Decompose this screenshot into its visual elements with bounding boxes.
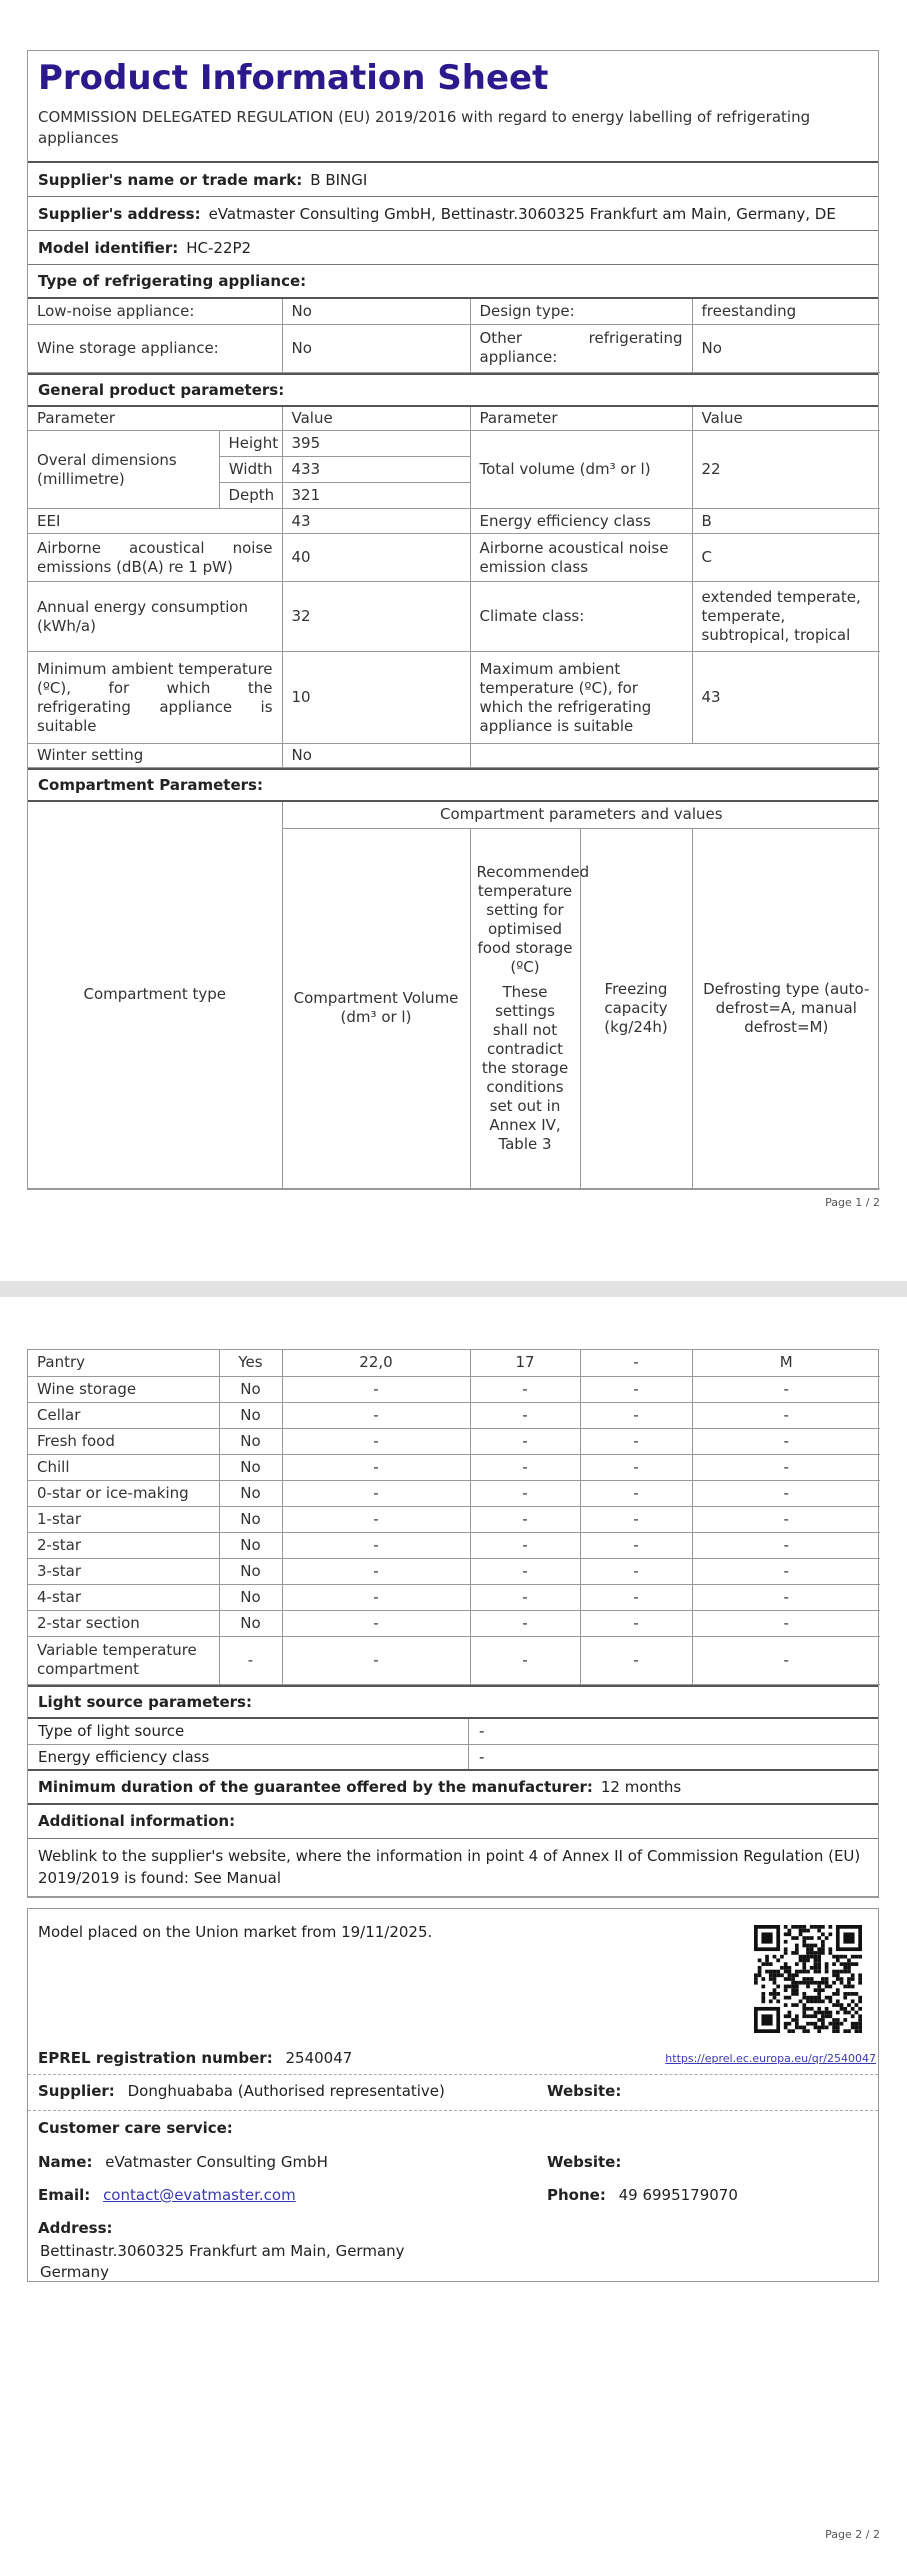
recommended-temp-note: These settings shall not contradict the storage conditions set out in Annex IV, Table 3 [481,982,569,1153]
compartment-temp-cell: - [470,1506,580,1532]
max-temp-label: Maximum ambient temperature (ºC), for which the refrigerating appliance is suitable [470,652,692,744]
table-row [28,299,880,324]
compartment-volume-cell: - [282,1636,470,1684]
compartment-volume-cell: - [282,1454,470,1480]
page-number: Page 1 / 2 [825,1196,880,1209]
additional-heading: Additional information: [38,1812,236,1830]
param-header: Parameter [28,407,282,431]
compartment-present-cell: No [219,1610,282,1636]
compartment-present-cell: - [219,1636,282,1684]
eprel-link[interactable]: https://eprel.ec.europa.eu/qr/2540047 [665,2052,876,2065]
annual-consumption-value: 32 [282,582,470,652]
guarantee-value: 12 months [600,1777,682,1796]
design-type-value: freestanding [692,299,880,324]
compartment-name-cell: 1-star [28,1506,219,1532]
compartment-present-cell: No [219,1402,282,1428]
appliance-type-table [28,299,880,373]
compartment-name-cell: 4-star [28,1584,219,1610]
table-row [28,1584,880,1610]
table-row [28,1454,880,1480]
noise-value: 40 [282,534,470,582]
compartment-heading: Compartment Parameters: [38,776,263,794]
compartment-defrost-cell: - [692,1376,880,1402]
light-type-row [28,1719,878,1745]
phone-label: Phone: [547,2186,606,2204]
page-number: Page 2 / 2 [825,2528,880,2541]
regulation-text: COMMISSION DELEGATED REGULATION (EU) 2019/2016 with regard to energy labelling of refrigerating appliances [38,108,811,147]
wine-storage-label: Wine storage appliance: [28,324,282,372]
climate-class-label: Climate class: [470,582,692,652]
compartment-volume-cell: - [282,1506,470,1532]
table-row [28,1350,880,1376]
website-label: Website: [547,2082,622,2100]
general-heading: General product parameters: [38,380,285,399]
compartment-present-cell: No [219,1376,282,1402]
other-appliance-label: Other refrigerating appliance: [470,324,692,372]
weblink-row [28,1839,878,1897]
param-header: Parameter [470,407,692,431]
name-value: eVatmaster Consulting GmbH [105,2153,328,2171]
total-volume-value: 22 [692,431,880,509]
supplier-address-row [28,197,878,231]
compartment-volume-cell: - [282,1558,470,1584]
compartment-defrost-cell: - [692,1428,880,1454]
light-heading: Light source parameters: [38,1692,252,1711]
compartment-name-cell: Fresh food [28,1428,219,1454]
eprel-card [27,1908,879,2282]
compartment-temp-cell: - [470,1454,580,1480]
compartment-volume-cell: - [282,1480,470,1506]
noise-class-label: Airborne acoustical noise emission class [470,534,692,582]
depth-value: 321 [282,483,470,509]
placed-on-market-text: Model placed on the Union market from 19/11/2025. [38,1923,433,1941]
energy-class-value: B [692,509,880,534]
low-noise-value: No [282,299,470,324]
table-row [28,802,880,828]
depth-label: Depth [219,483,282,509]
supplier-name-label: Supplier's name or trade mark: [38,170,303,189]
title-block [28,51,878,163]
compartment-name-cell: Wine storage [28,1376,219,1402]
address-line: Bettinastr.3060325 Frankfurt am Main, Germany [40,2242,405,2260]
compartment-defrost-cell: - [692,1532,880,1558]
table-row [28,582,880,652]
email-link[interactable]: contact@evatmaster.com [103,2186,296,2204]
qr-code-icon[interactable] [754,1925,862,2033]
min-temp-label: Minimum ambient temperature (ºC), for which the refrigerating appliance is suitable [28,652,282,744]
email-label: Email: [38,2186,91,2204]
noise-class-value: C [692,534,880,582]
model-value: HC-22P2 [186,238,252,257]
compartment-freezing-cell: - [580,1532,692,1558]
light-class-label: Energy efficiency class [28,1745,469,1769]
compartment-temp-cell: - [470,1402,580,1428]
table-row [28,431,880,457]
compartment-freezing-cell: - [580,1454,692,1480]
light-type-label: Type of light source [28,1719,469,1744]
winter-setting-label: Winter setting [28,744,282,768]
light-heading-row [28,1685,878,1719]
compartment-volume-header: Compartment Volume (dm³ or l) [282,828,470,1188]
weblink-value: See Manual [193,1868,282,1887]
compartment-freezing-cell: - [580,1350,692,1376]
noise-label: Airborne acoustical noise emissions (dB(A) re 1 pW) [28,534,282,582]
page-one [27,50,879,1190]
compartment-name-cell: 2-star [28,1532,219,1558]
table-row [28,509,880,534]
freezing-capacity-header: Freezing capacity (kg/24h) [580,828,692,1188]
height-label: Height [219,431,282,457]
compartment-rows [28,1350,880,1684]
value-header: Value [692,407,880,431]
height-value: 395 [282,431,470,457]
eei-value: 43 [282,509,470,534]
compartment-freezing-cell: - [580,1376,692,1402]
dimensions-label: Overal dimensions (millimetre) [28,431,219,509]
defrost-type-header: Defrosting type (auto-defrost=A, manual defrost=M) [692,828,880,1188]
table-row [28,1532,880,1558]
website2-label: Website: [547,2153,622,2171]
compartment-defrost-cell: - [692,1454,880,1480]
light-class-value: - [478,1747,485,1766]
compartment-temp-cell: - [470,1610,580,1636]
general-parameters-table [28,407,880,769]
address-line: Germany [40,2263,109,2281]
compartment-present-cell: No [219,1480,282,1506]
compartment-freezing-cell: - [580,1506,692,1532]
compartment-volume-cell: 22,0 [282,1350,470,1376]
compartment-temp-cell: - [470,1558,580,1584]
compartment-name-cell: Chill [28,1454,219,1480]
table-row [28,1610,880,1636]
max-temp-value: 43 [692,652,880,744]
compartment-defrost-cell: M [692,1350,880,1376]
compartment-freezing-cell: - [580,1402,692,1428]
table-row [28,1428,880,1454]
supplier-address-value: eVatmaster Consulting GmbH, Bettinastr.3060325 Frankfurt am Main, Germany, DE [208,204,836,223]
min-temp-value: 10 [282,652,470,744]
model-label: Model identifier: [38,238,179,257]
total-volume-label: Total volume (dm³ or l) [470,431,692,509]
low-noise-label: Low-noise appliance: [28,299,282,324]
address-block [40,2241,405,2283]
table-row [28,324,880,372]
compartment-temp-cell: 17 [470,1350,580,1376]
compartment-present-cell: No [219,1532,282,1558]
recommended-temp-text: Recommended temperature setting for optimised food storage (ºC) [476,862,590,976]
value-header: Value [282,407,470,431]
compartment-defrost-cell: - [692,1636,880,1684]
guarantee-label: Minimum duration of the guarantee offered by the manufacturer: [38,1777,593,1796]
compartment-present-cell: Yes [219,1350,282,1376]
compartment-temp-cell: - [470,1584,580,1610]
wine-storage-value: No [282,324,470,372]
compartment-temp-cell: - [470,1480,580,1506]
compartment-freezing-cell: - [580,1428,692,1454]
email-block [38,2186,296,2204]
table-row [28,1506,880,1532]
eprel-reg-label: EPREL registration number: [38,2049,273,2067]
compartment-name-cell: Variable temperature compartment [28,1636,219,1684]
eprel-header [28,1909,878,2075]
width-value: 433 [282,457,470,483]
compartment-freezing-cell: - [580,1558,692,1584]
page-title: Product Information Sheet [38,58,549,98]
compartment-volume-cell: - [282,1610,470,1636]
light-class-row [28,1745,878,1771]
compartment-temp-cell: - [470,1636,580,1684]
compartment-freezing-cell: - [580,1584,692,1610]
compartment-header-table [28,802,880,1189]
compartment-heading-row [28,768,878,802]
compartment-volume-cell: - [282,1402,470,1428]
customer-care-block [28,2111,878,2281]
table-row [28,1480,880,1506]
phone-block [547,2186,738,2204]
eprel-reg-value: 2540047 [285,2049,353,2067]
additional-heading-row [28,1805,878,1839]
compartment-values-table [28,1350,880,1685]
phone-value: 49 6995179070 [618,2186,738,2204]
compartment-temp-cell: - [470,1376,580,1402]
table-row [28,1402,880,1428]
supplier-name-value: B BINGI [310,170,368,189]
table-row [28,1376,880,1402]
recommended-temp-header [470,828,590,1188]
design-type-label: Design type: [470,299,692,324]
compartment-freezing-cell: - [580,1480,692,1506]
compartment-present-cell: No [219,1506,282,1532]
compartment-defrost-cell: - [692,1506,880,1532]
supplier-block [38,2082,445,2100]
compartment-present-cell: No [219,1428,282,1454]
compartment-freezing-cell: - [580,1636,692,1684]
compartment-defrost-cell: - [692,1584,880,1610]
compartment-volume-cell: - [282,1532,470,1558]
compartment-name-cell: Pantry [28,1350,219,1376]
supplier-label: Supplier: [38,2082,115,2100]
compartment-temp-cell: - [470,1532,580,1558]
compartment-type-header: Compartment type [28,802,282,1188]
compartment-name-cell: Cellar [28,1402,219,1428]
name-label: Name: [38,2153,93,2171]
empty-cell [470,744,880,768]
table-row [28,744,880,768]
customer-care-heading: Customer care service: [38,2119,233,2137]
compartment-present-cell: No [219,1584,282,1610]
energy-class-label: Energy efficiency class [470,509,692,534]
supplier-name-row [28,163,878,197]
compartment-group-header: Compartment parameters and values [282,802,880,828]
supplier-address-label: Supplier's address: [38,204,201,223]
compartment-defrost-cell: - [692,1402,880,1428]
guarantee-row [28,1771,878,1805]
climate-class-value: extended temperate, temperate, subtropical, tropical [692,582,880,652]
other-appliance-value: No [692,324,880,372]
table-row [28,652,880,744]
eprel-reg-row [38,2049,352,2067]
page-two [27,1349,879,1898]
name-block [38,2153,328,2171]
model-row [28,231,878,265]
type-heading: Type of refrigerating appliance: [38,272,307,290]
compartment-volume-cell: - [282,1584,470,1610]
width-label: Width [219,457,282,483]
page-divider [0,1281,907,1297]
supplier-value: Donghuababa (Authorised representative) [127,2082,445,2100]
type-heading-row [28,265,878,299]
compartment-freezing-cell: - [580,1610,692,1636]
compartment-volume-cell: - [282,1428,470,1454]
light-type-value: - [478,1722,485,1740]
compartment-name-cell: 2-star section [28,1610,219,1636]
address-label: Address: [38,2219,113,2237]
compartment-defrost-cell: - [692,1480,880,1506]
general-heading-row [28,373,878,407]
annual-consumption-label: Annual energy consumption (kWh/a) [28,582,282,652]
compartment-name-cell: 3-star [28,1558,219,1584]
eei-label: EEI [28,509,282,534]
weblink-text: Weblink to the supplier's website, where the information in point 4 of Annex II of Commission Regulation (EU) 2019/2019 is found: [38,1846,861,1887]
table-row [28,534,880,582]
compartment-name-cell: 0-star or ice-making [28,1480,219,1506]
compartment-defrost-cell: - [692,1610,880,1636]
compartment-present-cell: No [219,1558,282,1584]
compartment-present-cell: No [219,1454,282,1480]
compartment-volume-cell: - [282,1376,470,1402]
supplier-row [28,2075,878,2111]
winter-setting-value: No [282,744,470,768]
table-row [28,1636,880,1684]
table-row [28,407,880,431]
compartment-temp-cell: - [470,1428,580,1454]
compartment-defrost-cell: - [692,1558,880,1584]
table-row [28,1558,880,1584]
